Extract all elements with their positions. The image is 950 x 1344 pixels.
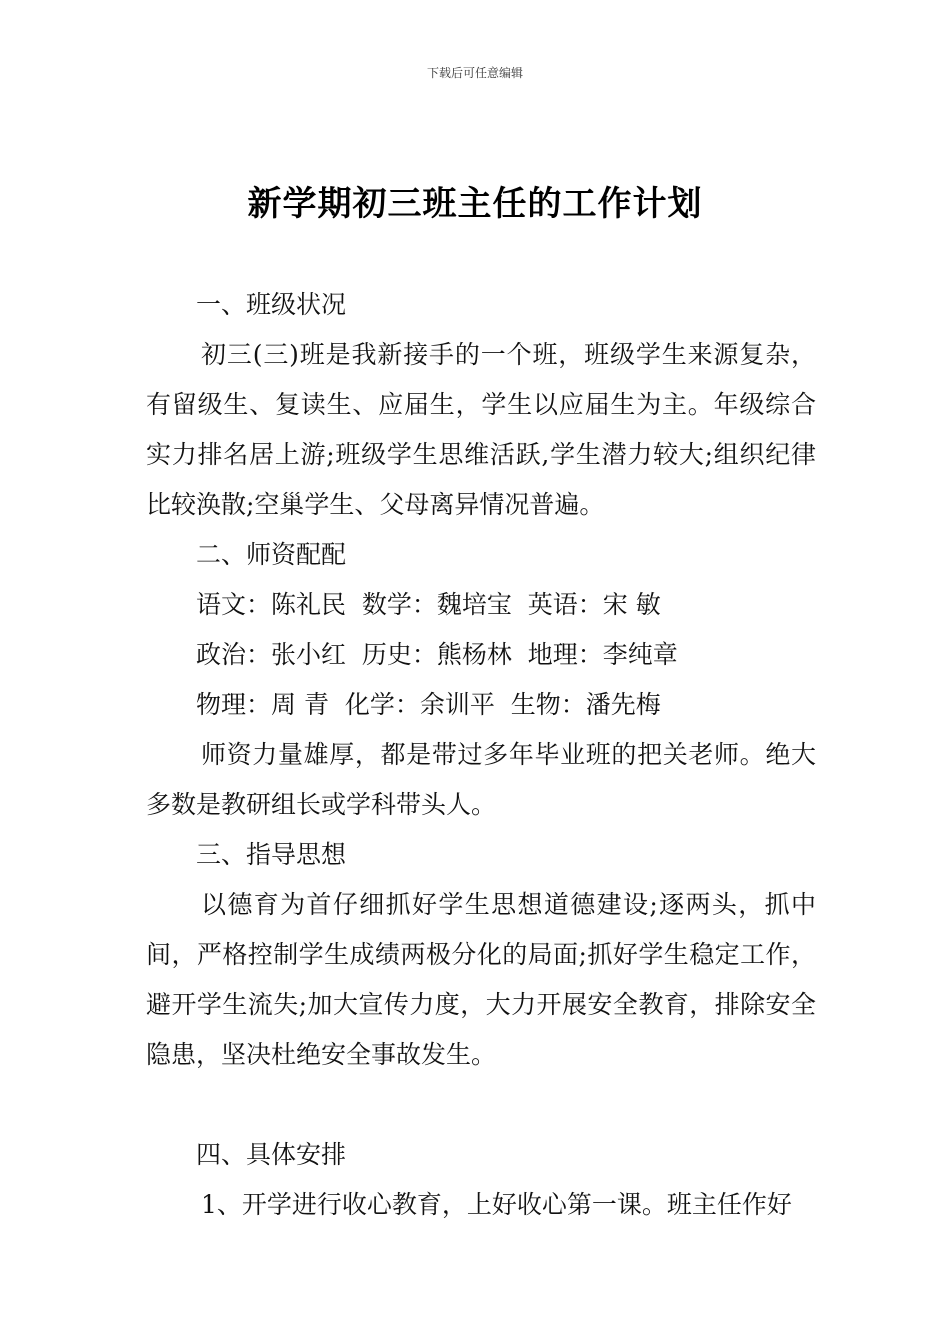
document-body: [146, 280, 816, 1230]
document-title: 新学期初三班主任的工作计划: [247, 184, 703, 224]
page-header-note: 下载后可任意编辑: [426, 66, 523, 80]
teacher-list-line-1: 语文：陈礼民 数学：魏培宝 英语：宋 敏: [196, 590, 661, 619]
teacher-list-line-3: 物理：周 青 化学：余训平 生物：潘先梅: [196, 690, 661, 719]
teacher-list-line-2: 政治：张小红 历史：熊杨林 地理：李纯章: [196, 640, 678, 669]
section-heading-guiding-idea: 三、指导思想: [196, 840, 347, 869]
paragraph-guiding-idea: 以德育为首仔细抓好学生思想道德建设;逐两头，抓中间，严格控制学生成绩两极分化的局面;抓好学生稳定工作，避开学生流失;加大宣传力度，大力开展安全教育，排除安全隐患，坚决杜绝安全事故发生。: [146, 890, 816, 1069]
paragraph-arrangements: 1、开学进行收心教育，上好收心第一课。班主任作好: [201, 1190, 792, 1219]
blank-line: [146, 1080, 816, 1130]
section-heading-arrangements: 四、具体安排: [196, 1140, 347, 1169]
section-heading-teachers: 二、师资配配: [196, 540, 347, 569]
paragraph-class-status: 初三(三)班是我新接手的一个班，班级学生来源复杂，有留级生、复读生、应届生，学生以应届生为主。年级综合实力排名居上游;班级学生思维活跃,学生潜力较大;组织纪律比较涣散;空巢学生、父母离异情况普遍。: [146, 340, 816, 519]
section-heading-class-status: 一、班级状况: [196, 290, 347, 319]
paragraph-teachers: 师资力量雄厚，都是带过多年毕业班的把关老师。绝大多数是教研组长或学科带头人。: [146, 740, 816, 819]
